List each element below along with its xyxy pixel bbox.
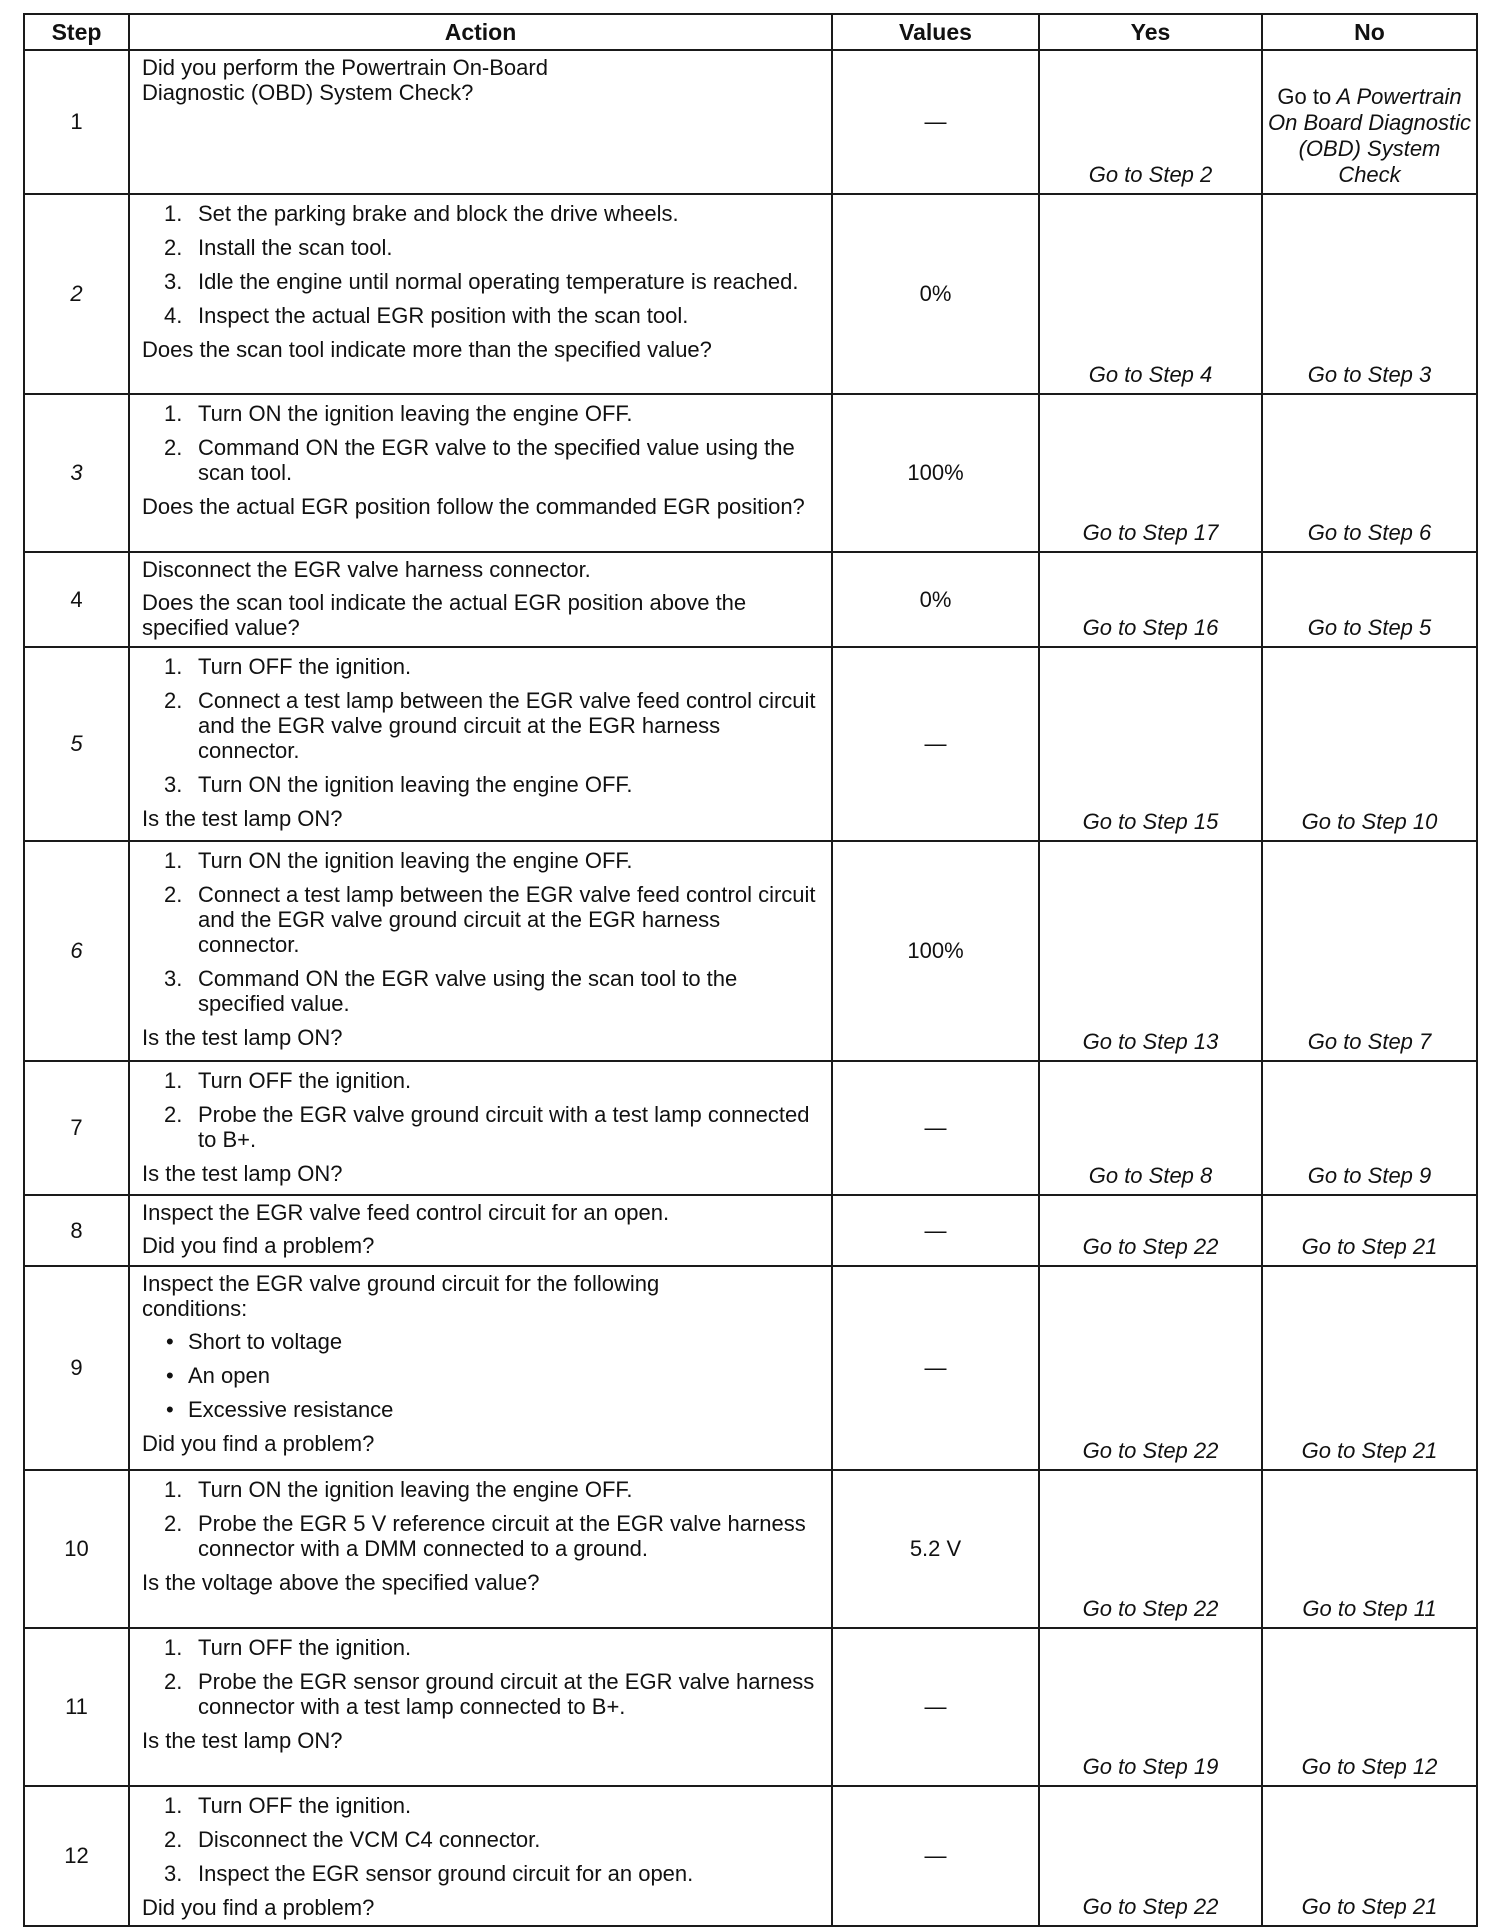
action-cell — [129, 552, 832, 647]
instruction-item: 2. Command ON the EGR valve to the specified value using the scan tool. — [164, 435, 795, 485]
instruction-item: 1. Turn OFF the ignition. — [164, 1068, 412, 1093]
step-number: 4 — [24, 552, 129, 647]
table-row — [24, 552, 1477, 647]
instruction-item: 2. Probe the EGR 5 V reference circuit at the EGR valve harness connector with a DMM connected to a ground. — [164, 1511, 806, 1561]
header-values: Values — [832, 14, 1039, 50]
step-number: 5 — [24, 647, 129, 841]
instruction-list — [142, 1477, 823, 1561]
instruction-item: 1. Set the parking brake and block the drive wheels. — [164, 201, 679, 226]
step-number: 3 — [24, 394, 129, 552]
instruction-item: 1. Turn ON the ignition leaving the engine OFF. — [164, 848, 633, 873]
action-cell — [129, 194, 832, 394]
question-text: Is the voltage above the specified value? — [142, 1570, 540, 1595]
instruction-item: 1. Turn OFF the ignition. — [164, 1635, 412, 1660]
action-cell — [129, 394, 832, 552]
no-cell: Go to Step 11 — [1262, 1470, 1477, 1628]
no-cell: Go to Step 6 — [1262, 394, 1477, 552]
action-text: Did you perform the Powertrain On-Board Diagnostic (OBD) System Check? — [142, 55, 548, 105]
action-cell — [129, 1470, 832, 1628]
diagnostic-table — [23, 13, 1478, 1927]
yes-cell: Go to Step 8 — [1039, 1061, 1262, 1195]
no-cell: Go to Step 10 — [1262, 647, 1477, 841]
value-cell: 0% — [832, 194, 1039, 394]
instruction-item: 1. Turn ON the ignition leaving the engine OFF. — [164, 1477, 633, 1502]
no-cell — [1262, 50, 1477, 194]
action-cell — [129, 647, 832, 841]
yes-cell: Go to Step 22 — [1039, 1470, 1262, 1628]
question-text: Does the scan tool indicate more than the specified value? — [142, 337, 712, 362]
table-row — [24, 1061, 1477, 1195]
question-text: Does the actual EGR position follow the commanded EGR position? — [142, 494, 805, 519]
value-cell: — — [832, 1628, 1039, 1786]
table-row — [24, 50, 1477, 194]
header-no: No — [1262, 14, 1477, 50]
value-cell: — — [832, 1061, 1039, 1195]
question-text: Is the test lamp ON? — [142, 806, 343, 831]
value-cell: — — [832, 1266, 1039, 1470]
instruction-item: 3. Command ON the EGR valve using the scan tool to the specified value. — [164, 966, 738, 1016]
step-number: 7 — [24, 1061, 129, 1195]
yes-cell: Go to Step 22 — [1039, 1195, 1262, 1266]
question-text: Did you find a problem? — [142, 1895, 375, 1920]
step-number: 6 — [24, 841, 129, 1061]
action-cell — [129, 1195, 832, 1266]
instruction-list — [142, 1793, 823, 1886]
instruction-item: 3. Turn ON the ignition leaving the engine OFF. — [164, 772, 633, 797]
header-step: Step — [24, 14, 129, 50]
step-number: 1 — [24, 50, 129, 194]
header-row — [24, 14, 1477, 50]
yes-cell: Go to Step 17 — [1039, 394, 1262, 552]
question-text: Is the test lamp ON? — [142, 1025, 343, 1050]
value-cell: 5.2 V — [832, 1470, 1039, 1628]
action-text: Disconnect the EGR valve harness connector. — [142, 557, 591, 582]
value-cell: 0% — [832, 552, 1039, 647]
question-text: Did you find a problem? — [142, 1233, 375, 1258]
yes-cell: Go to Step 16 — [1039, 552, 1262, 647]
action-cell — [129, 1628, 832, 1786]
header-yes: Yes — [1039, 14, 1262, 50]
value-cell: — — [832, 50, 1039, 194]
no-cell: Go to Step 12 — [1262, 1628, 1477, 1786]
yes-cell: Go to Step 22 — [1039, 1266, 1262, 1470]
instruction-list — [142, 1635, 823, 1719]
question-text: Does the scan tool indicate the actual EGR position above the specified value? — [142, 590, 747, 640]
table-row — [24, 1470, 1477, 1628]
action-cell — [129, 50, 832, 194]
instruction-item: 2. Probe the EGR sensor ground circuit at the EGR valve harness connector with a test lamp connected to B+. — [164, 1669, 815, 1719]
yes-cell: Go to Step 4 — [1039, 194, 1262, 394]
instruction-item: 2. Probe the EGR valve ground circuit with a test lamp connected to B+. — [164, 1102, 810, 1152]
condition-item: • An open — [142, 1363, 823, 1388]
action-cell — [129, 1061, 832, 1195]
no-cell: Go to Step 21 — [1262, 1195, 1477, 1266]
condition-item: • Short to voltage — [142, 1329, 823, 1354]
instruction-item: 2. Install the scan tool. — [164, 235, 393, 260]
instruction-item: 3. Idle the engine until normal operating temperature is reached. — [164, 269, 799, 294]
table-row — [24, 1195, 1477, 1266]
action-cell — [129, 1266, 832, 1470]
table-row — [24, 194, 1477, 394]
instruction-item: 2. Connect a test lamp between the EGR valve feed control circuit and the EGR valve ground circuit at the EGR harness connector. — [164, 882, 816, 957]
instruction-item: 1. Turn ON the ignition leaving the engine OFF. — [164, 401, 633, 426]
no-cell: Go to Step 3 — [1262, 194, 1477, 394]
action-text: Inspect the EGR valve feed control circuit for an open. — [142, 1200, 670, 1225]
instruction-item: 3. Inspect the EGR sensor ground circuit for an open. — [164, 1861, 694, 1886]
instruction-item: 1. Turn OFF the ignition. — [164, 654, 412, 679]
step-number: 12 — [24, 1786, 129, 1926]
action-cell — [129, 1786, 832, 1926]
no-prefix: Go to — [1277, 84, 1332, 109]
table-row — [24, 1628, 1477, 1786]
instruction-item: 2. Disconnect the VCM C4 connector. — [164, 1827, 541, 1852]
instruction-list — [142, 1068, 823, 1152]
yes-cell: Go to Step 22 — [1039, 1786, 1262, 1926]
action-cell — [129, 841, 832, 1061]
instruction-item: 2. Connect a test lamp between the EGR valve feed control circuit and the EGR valve ground circuit at the EGR harness connector. — [164, 688, 816, 763]
instruction-list — [142, 654, 823, 797]
step-number: 9 — [24, 1266, 129, 1470]
table-row — [24, 647, 1477, 841]
value-cell: 100% — [832, 841, 1039, 1061]
yes-cell: Go to Step 19 — [1039, 1628, 1262, 1786]
table-row — [24, 841, 1477, 1061]
step-number: 10 — [24, 1470, 129, 1628]
step-number: 2 — [24, 194, 129, 394]
instruction-item: 1. Turn OFF the ignition. — [164, 1793, 412, 1818]
question-text: Did you find a problem? — [142, 1431, 375, 1456]
question-text: Is the test lamp ON? — [142, 1728, 343, 1753]
yes-cell: Go to Step 2 — [1039, 50, 1262, 194]
question-text: Is the test lamp ON? — [142, 1161, 343, 1186]
table-row — [24, 1786, 1477, 1926]
condition-list — [142, 1329, 823, 1422]
condition-item: • Excessive resistance — [142, 1397, 823, 1422]
no-cell: Go to Step 21 — [1262, 1266, 1477, 1470]
value-cell: — — [832, 1195, 1039, 1266]
value-cell: 100% — [832, 394, 1039, 552]
instruction-list — [142, 201, 823, 328]
value-cell: — — [832, 647, 1039, 841]
instruction-item: 4. Inspect the actual EGR position with the scan tool. — [164, 303, 689, 328]
instruction-list — [142, 848, 823, 1016]
instruction-list — [142, 401, 823, 485]
no-cell: Go to Step 9 — [1262, 1061, 1477, 1195]
header-action: Action — [129, 14, 832, 50]
table-row — [24, 394, 1477, 552]
yes-cell: Go to Step 15 — [1039, 647, 1262, 841]
no-link: A Powertrain On Board Diagnostic (OBD) System Check — [1268, 84, 1471, 187]
step-number: 8 — [24, 1195, 129, 1266]
no-cell: Go to Step 21 — [1262, 1786, 1477, 1926]
action-text: Inspect the EGR valve ground circuit for the following conditions: — [142, 1271, 660, 1321]
value-cell: — — [832, 1786, 1039, 1926]
no-cell: Go to Step 7 — [1262, 841, 1477, 1061]
yes-cell: Go to Step 13 — [1039, 841, 1262, 1061]
no-cell: Go to Step 5 — [1262, 552, 1477, 647]
table-row — [24, 1266, 1477, 1470]
step-number: 11 — [24, 1628, 129, 1786]
